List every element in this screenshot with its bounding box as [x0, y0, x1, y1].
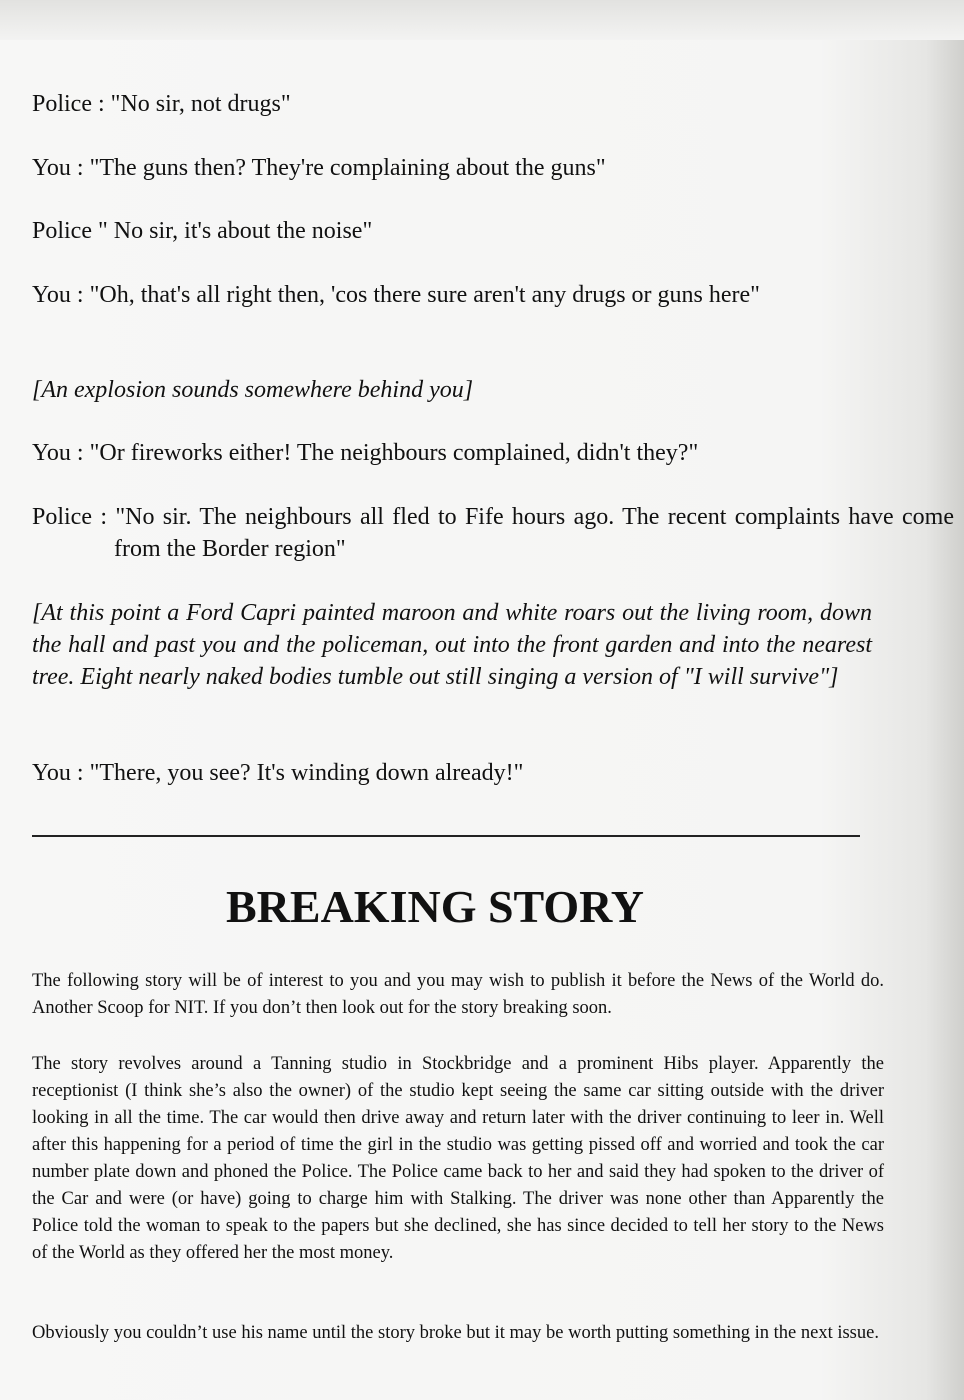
headline: BREAKING STORY [225, 881, 645, 932]
page-top-shadow [0, 0, 964, 40]
dialogue-line: You : "Or fireworks either! The neighbours complained, didn't they?" [32, 440, 699, 466]
dialogue-line: Police " No sir, it's about the noise" [32, 218, 373, 244]
story-paragraph: The story revolves around a Tanning studio in Stockbridge and a prominent Hibs player. Apparently the receptionist (I think she’s also the owner) of the studio kept seeing the same car sitting outside with the driver looking in all the time. The car would then drive away and return later with the driver continuing to leer in. Well after this happening for a period of time the girl in the studio was getting pissed off and worried and took the car number plate down and phoned the Police. The Police came back to her and said they had spoken to the driver of the Car and were (or have) going to charge him with Stalking. The driver was none other than Apparently the Police told the woman to speak to the papers but she declined, she has since decided to tell her story to the News of the World as they offered her the most money. [32, 1054, 884, 1263]
dialogue-line: You : "There, you see? It's winding down already!" [32, 760, 524, 786]
story-paragraph: The following story will be of interest to you and you may wish to publish it before the News of the World do. Another Scoop for NIT. If you don’t then look out for the story breaking soon. [32, 971, 884, 1018]
dialogue-line: You : "Oh, that's all right then, 'cos there sure aren't any drugs or guns here" [32, 282, 760, 308]
stage-direction: [An explosion sounds somewhere behind you] [32, 377, 474, 403]
story-paragraph: Obviously you couldn’t use his name until the story broke but it may be worth putting something in the next issue. [32, 1323, 879, 1343]
section-divider [32, 835, 860, 837]
stage-direction: [At this point a Ford Capri painted maroon and white roars out the living room, down the hall and past you and the policeman, out into the front garden and into the nearest tree. Eight nearly naked bodies tumble out still singing a version of "I will survive"] [32, 600, 872, 690]
dialogue-line: Police : "No sir. The neighbours all fled to Fife hours ago. The recent complaints have come from the Border region" [32, 504, 954, 562]
dialogue-line: Police : "No sir, not drugs" [32, 91, 291, 117]
dialogue-line: You : "The guns then? They're complaining about the guns" [32, 155, 606, 181]
